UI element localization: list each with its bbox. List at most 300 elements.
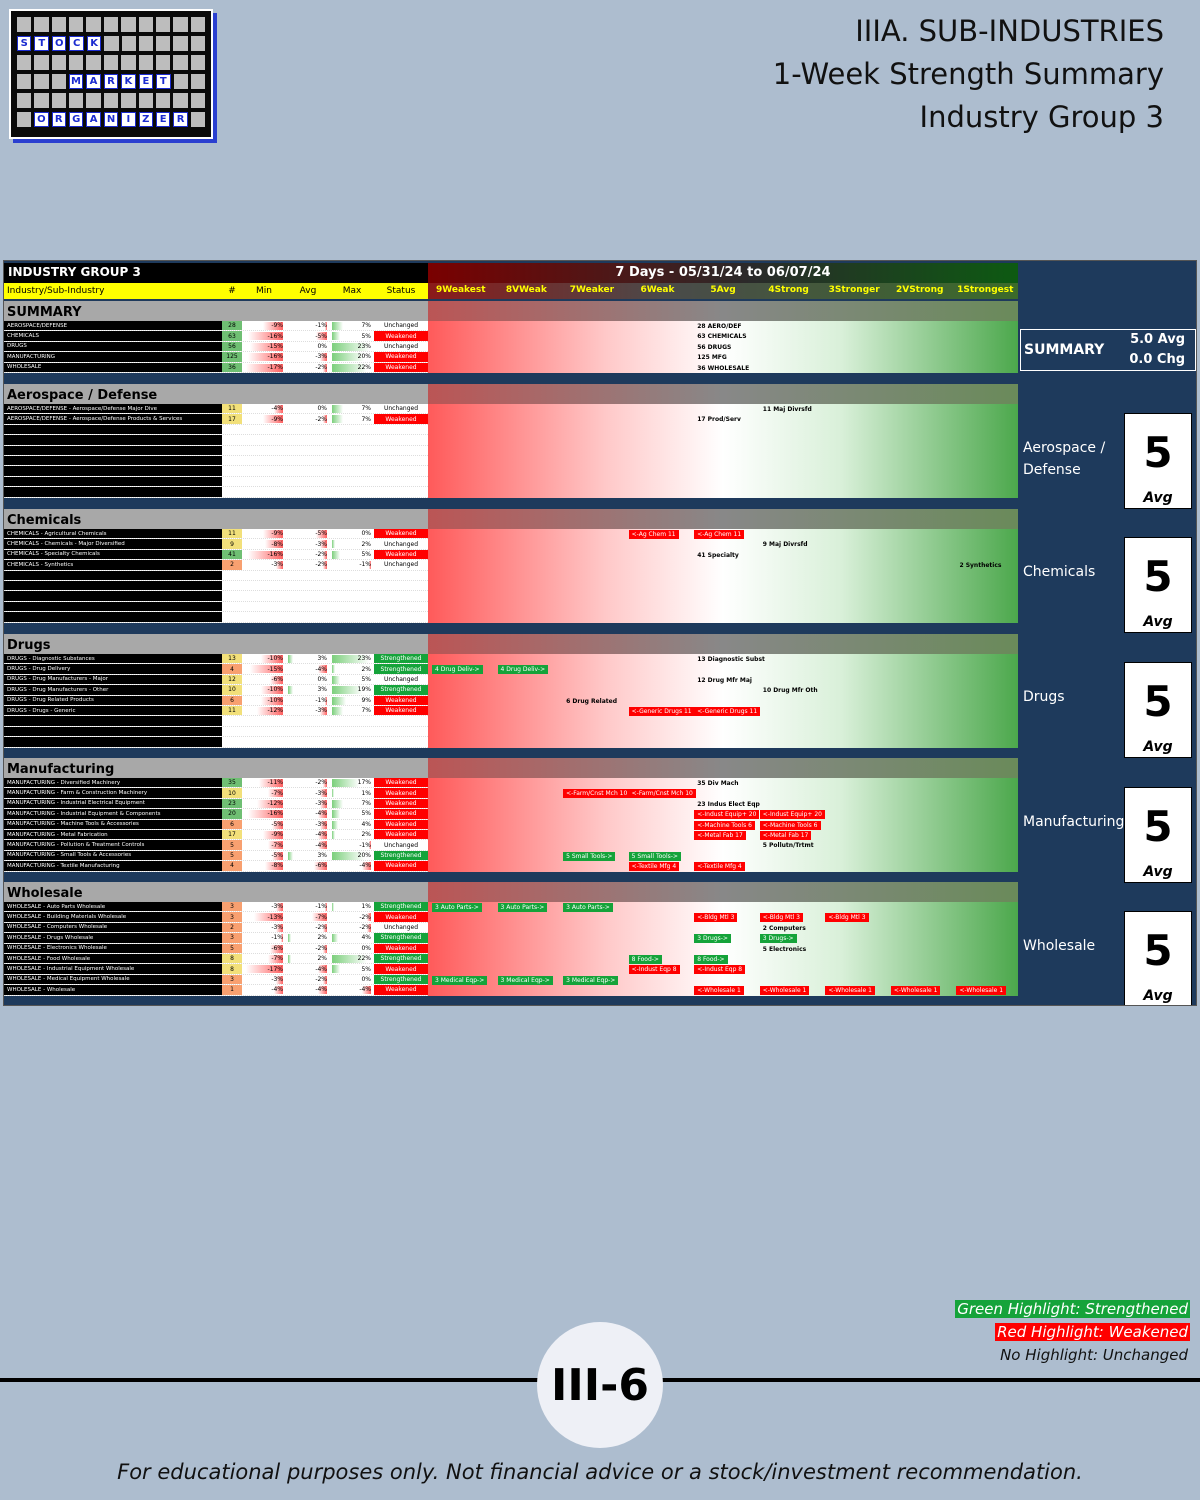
- side-group-label: Wholesale: [1023, 938, 1096, 954]
- side-group: [1018, 662, 1197, 762]
- row-status: Weakened: [374, 820, 428, 829]
- row-name: DRUGS: [4, 342, 222, 351]
- side-group-label: Aerospace / Defense: [1023, 440, 1106, 478]
- logo-cell: Z: [139, 112, 153, 127]
- logo-cell: [104, 93, 118, 108]
- logo-cell: [69, 55, 83, 70]
- row-max-value: 9%: [361, 696, 371, 704]
- disclaimer: For educational purposes only. Not financial advice or a stock/investment recommendation.: [117, 1460, 1083, 1484]
- row-avg: [286, 902, 330, 911]
- row-count: [222, 571, 242, 580]
- row-max-value: 5%: [361, 332, 371, 340]
- row-name: WHOLESALE - Wholesale: [4, 985, 222, 994]
- row-min: [242, 414, 286, 423]
- logo-row: [17, 55, 205, 70]
- row-status: Weakened: [374, 414, 428, 423]
- row-avg: [286, 477, 330, 486]
- value-bar: [288, 655, 293, 663]
- row-avg-value: -2%: [315, 944, 327, 952]
- row-avg: [286, 799, 330, 808]
- row-min-value: -11%: [267, 779, 283, 787]
- row-count: 3: [222, 975, 242, 984]
- row-status: Weakened: [374, 529, 428, 538]
- row-max-value: 7%: [361, 799, 371, 807]
- row-name: DRUGS - Drug Related Products: [4, 696, 222, 705]
- row-name: MANUFACTURING - Farm & Construction Machinery: [4, 788, 222, 797]
- strength-chip: <-Textile Mfg 4: [694, 862, 745, 871]
- title-line-3: Industry Group 3: [919, 100, 1164, 134]
- row-avg: [286, 985, 330, 994]
- row-count: [222, 602, 242, 611]
- row-max-value: 4%: [361, 820, 371, 828]
- table-row: [4, 685, 428, 695]
- row-min-value: -8%: [271, 540, 283, 548]
- strength-chip: 28 AERO/DEF: [697, 323, 742, 330]
- row-avg: [286, 912, 330, 921]
- strength-header: 8VWeak: [505, 285, 547, 295]
- table-row: [4, 466, 428, 476]
- row-name: WHOLESALE - Food Wholesale: [4, 954, 222, 963]
- row-avg-value: -7%: [315, 913, 327, 921]
- table-row: [4, 612, 428, 622]
- row-max: [330, 912, 374, 921]
- logo-cell: [69, 17, 83, 32]
- row-min-value: -9%: [271, 831, 283, 839]
- row-name: MANUFACTURING - Textile Manufacturing: [4, 861, 222, 870]
- section: [4, 301, 1018, 373]
- row-min: [242, 581, 286, 590]
- row-max: [330, 944, 374, 953]
- row-status: Weakened: [374, 964, 428, 973]
- strength-chip: 63 CHEMICALS: [697, 333, 747, 341]
- logo-cell: [34, 74, 48, 89]
- logo-cell: [191, 55, 205, 70]
- row-avg: [286, 466, 330, 475]
- row-avg-value: -2%: [315, 923, 327, 931]
- row-avg-value: 0%: [317, 342, 327, 350]
- strength-chip: <-Wholesale 1: [825, 986, 875, 995]
- row-min-value: -7%: [271, 841, 283, 849]
- row-count: 8: [222, 964, 242, 973]
- logo-cell: [191, 74, 205, 89]
- logo-cell: [121, 17, 135, 32]
- strength-chip: <-Indust Eqp 8: [629, 965, 680, 974]
- row-avg: [286, 581, 330, 590]
- logo-cell: [52, 93, 66, 108]
- strength-header: 1Strongest: [957, 285, 1014, 295]
- strength-chip: 3 Drugs->: [694, 934, 731, 943]
- row-count: [222, 435, 242, 444]
- row-max: [330, 602, 374, 611]
- logo-cell: [104, 36, 118, 51]
- row-max-value: -1%: [359, 561, 371, 569]
- row-avg-value: -3%: [315, 540, 327, 548]
- row-max-value: 5%: [361, 965, 371, 973]
- side-group: [1018, 787, 1197, 887]
- table-row: [4, 342, 428, 352]
- row-min-value: -17%: [267, 965, 283, 973]
- row-max-value: 1%: [361, 789, 371, 797]
- row-min: [242, 809, 286, 818]
- row-min-value: -4%: [271, 986, 283, 994]
- table-row: [4, 477, 428, 487]
- row-max: [330, 716, 374, 725]
- sheet-header: [4, 263, 1018, 283]
- logo-cell: T: [156, 74, 170, 89]
- side-group-value: 5: [1143, 552, 1173, 601]
- row-avg: [286, 788, 330, 797]
- table-row: [4, 923, 428, 933]
- row-max: [330, 414, 374, 423]
- row-count: [222, 466, 242, 475]
- table-row: [4, 861, 428, 871]
- row-avg-value: -3%: [315, 820, 327, 828]
- logo-cell: [173, 17, 187, 32]
- row-min: [242, 477, 286, 486]
- row-min: [242, 902, 286, 911]
- group-title: INDUSTRY GROUP 3: [4, 263, 428, 283]
- row-count: 11: [222, 529, 242, 538]
- side-group-label: Chemicals: [1023, 564, 1096, 580]
- strength-chip: 3 Auto Parts->: [498, 903, 548, 912]
- logo-cell: G: [69, 112, 83, 127]
- row-count: 17: [222, 414, 242, 423]
- row-min-value: -3%: [271, 975, 283, 983]
- logo-cell: M: [69, 74, 83, 89]
- section: [4, 634, 1018, 748]
- row-max: [330, 571, 374, 580]
- strength-chip: <-Indust Equip+ 20: [760, 810, 825, 819]
- logo-cell: [86, 93, 100, 108]
- value-bar: [332, 810, 340, 818]
- side-group: [1018, 537, 1197, 637]
- row-max-value: 20%: [357, 851, 371, 859]
- section-chart-band: [428, 758, 1018, 778]
- legend: [955, 1298, 1190, 1367]
- table-row: [4, 933, 428, 943]
- table-row: [4, 414, 428, 424]
- row-count: [222, 446, 242, 455]
- section-chart-band: [428, 384, 1018, 404]
- row-name: CHEMICALS - Synthetics: [4, 560, 222, 569]
- row-min: [242, 331, 286, 340]
- row-min: [242, 560, 286, 569]
- logo-cell: [86, 17, 100, 32]
- strength-chip: 12 Drug Mfr Maj: [697, 676, 752, 684]
- row-avg: [286, 352, 330, 361]
- section-chart-band: [428, 882, 1018, 902]
- row-max-value: -1%: [359, 841, 371, 849]
- row-avg: [286, 944, 330, 953]
- row-min: [242, 954, 286, 963]
- row-min: [242, 321, 286, 330]
- strength-header: 6Weak: [640, 285, 675, 295]
- row-min: [242, 435, 286, 444]
- row-avg: [286, 487, 330, 496]
- row-max-value: 2%: [361, 831, 371, 839]
- row-avg: [286, 851, 330, 860]
- row-count: [222, 425, 242, 434]
- row-status: Strengthened: [374, 664, 428, 673]
- row-max: [330, 446, 374, 455]
- table-row: [4, 550, 428, 560]
- row-count: 5: [222, 851, 242, 860]
- logo-row: [17, 112, 205, 127]
- row-status: Weakened: [374, 706, 428, 715]
- row-max: [330, 985, 374, 994]
- strength-chip: 5 Small Tools->: [629, 852, 681, 861]
- row-status: [374, 716, 428, 725]
- row-avg: [286, 964, 330, 973]
- row-avg-value: -6%: [315, 862, 327, 870]
- row-max: [330, 331, 374, 340]
- side-group-sub: Avg: [1143, 739, 1173, 755]
- row-name: WHOLESALE - Computers Wholesale: [4, 923, 222, 932]
- strength-chip: 3 Auto Parts->: [432, 903, 482, 912]
- row-count: 3: [222, 902, 242, 911]
- row-min: [242, 487, 286, 496]
- row-name: MANUFACTURING - Industrial Electrical Equipment: [4, 799, 222, 808]
- col-header-max: Max: [342, 286, 362, 296]
- row-max: [330, 591, 374, 600]
- section-title: Drugs: [7, 638, 51, 653]
- strength-chip: <-Wholesale 1: [694, 986, 744, 995]
- row-name: AEROSPACE/DEFENSE - Aerospace/Defense Major Dive: [4, 404, 222, 413]
- row-max: [330, 902, 374, 911]
- row-status: [374, 477, 428, 486]
- side-group-box: [1124, 537, 1192, 633]
- section: [4, 384, 1018, 498]
- row-min-value: -5%: [271, 820, 283, 828]
- row-status: Unchanged: [374, 560, 428, 569]
- row-max-value: 0%: [361, 944, 371, 952]
- strength-chip: 3 Auto Parts->: [563, 903, 613, 912]
- row-name: CHEMICALS - Specialty Chemicals: [4, 550, 222, 559]
- row-min-value: -15%: [267, 665, 283, 673]
- row-max: [330, 685, 374, 694]
- row-max-value: 23%: [357, 655, 371, 663]
- row-count: 28: [222, 321, 242, 330]
- row-max: [330, 964, 374, 973]
- side-group-sub: Avg: [1143, 988, 1173, 1004]
- row-avg-value: -4%: [315, 965, 327, 973]
- row-name: MANUFACTURING - Metal Fabrication: [4, 830, 222, 839]
- table-row: [4, 581, 428, 591]
- row-max-value: 5%: [361, 550, 371, 558]
- row-name: [4, 571, 222, 580]
- row-max: [330, 933, 374, 942]
- row-name: [4, 435, 222, 444]
- row-status: [374, 456, 428, 465]
- row-count: [222, 612, 242, 621]
- value-bar: [332, 934, 338, 942]
- logo-cell: O: [52, 36, 66, 51]
- row-count: [222, 716, 242, 725]
- strength-chip: 36 WHOLESALE: [697, 364, 750, 372]
- row-avg-value: 0%: [317, 675, 327, 683]
- row-min-value: -3%: [271, 561, 283, 569]
- table-row: [4, 435, 428, 445]
- table-row: [4, 331, 428, 341]
- value-bar: [332, 965, 340, 973]
- col-header-name: Industry/Sub-Industry: [7, 286, 105, 296]
- table-row: [4, 425, 428, 435]
- row-status: Weakened: [374, 331, 428, 340]
- row-min-value: -8%: [271, 862, 283, 870]
- row-status: Weakened: [374, 696, 428, 705]
- row-avg-value: -4%: [315, 831, 327, 839]
- row-name: [4, 477, 222, 486]
- row-status: Weakened: [374, 352, 428, 361]
- row-min: [242, 975, 286, 984]
- logo-cell: [156, 55, 170, 70]
- row-status: [374, 435, 428, 444]
- table-row: [4, 840, 428, 850]
- row-min: [242, 944, 286, 953]
- col-header-status: Status: [386, 286, 416, 296]
- row-avg: [286, 933, 330, 942]
- row-avg-value: -1%: [315, 322, 327, 330]
- row-max-value: -2%: [359, 923, 371, 931]
- row-max: [330, 321, 374, 330]
- row-count: [222, 737, 242, 746]
- logo-cell: T: [34, 36, 48, 51]
- strength-chip: 13 Diagnostic Subst: [697, 656, 765, 663]
- row-name: [4, 727, 222, 736]
- logo-cell: [34, 93, 48, 108]
- row-max: [330, 352, 374, 361]
- logo-cell: [52, 74, 66, 89]
- row-max: [330, 727, 374, 736]
- row-avg: [286, 975, 330, 984]
- strength-chip: 3 Medical Eqp->: [563, 976, 618, 985]
- row-min: [242, 342, 286, 351]
- row-count: 125: [222, 352, 242, 361]
- row-max: [330, 581, 374, 590]
- table-row: [4, 975, 428, 985]
- row-min: [242, 912, 286, 921]
- legend-none: No Highlight: Unchanged: [1000, 1346, 1188, 1364]
- table-row: [4, 404, 428, 414]
- row-avg: [286, 654, 330, 663]
- row-status: [374, 487, 428, 496]
- table-row: [4, 985, 428, 995]
- logo-cell: [139, 55, 153, 70]
- section-chart-band: [428, 509, 1018, 529]
- row-count: 35: [222, 778, 242, 787]
- row-count: [222, 581, 242, 590]
- row-count: 6: [222, 696, 242, 705]
- row-max: [330, 675, 374, 684]
- row-min: [242, 654, 286, 663]
- logo-cell: [121, 93, 135, 108]
- row-max: [330, 861, 374, 870]
- row-avg-value: -4%: [315, 841, 327, 849]
- row-count: 17: [222, 830, 242, 839]
- strength-header: 3Stronger: [828, 285, 880, 295]
- row-count: 5: [222, 944, 242, 953]
- strength-chip: <-Wholesale 1: [891, 986, 941, 995]
- row-avg: [286, 861, 330, 870]
- row-min: [242, 851, 286, 860]
- table-row: [4, 737, 428, 747]
- row-min-value: -5%: [271, 851, 283, 859]
- value-bar: [332, 405, 343, 413]
- row-name: AEROSPACE/DEFENSE: [4, 321, 222, 330]
- logo-cell: [191, 36, 205, 51]
- strength-chip: <-Machine Tools 6: [694, 821, 755, 830]
- table-row: [4, 654, 428, 664]
- row-name: DRUGS - Diagnostic Substances: [4, 654, 222, 663]
- row-name: MANUFACTURING - Small Tools & Accessories: [4, 851, 222, 860]
- row-min: [242, 352, 286, 361]
- row-max-value: -2%: [359, 913, 371, 921]
- row-avg: [286, 664, 330, 673]
- col-header-count: #: [228, 286, 236, 296]
- row-name: MANUFACTURING - Diversified Machinery: [4, 778, 222, 787]
- row-max-value: 20%: [357, 353, 371, 361]
- row-status: Weakened: [374, 363, 428, 372]
- col-header-min: Min: [256, 286, 272, 296]
- row-count: 11: [222, 404, 242, 413]
- section-chart-band: [428, 634, 1018, 654]
- strength-header: 2VStrong: [895, 285, 944, 295]
- row-avg: [286, 560, 330, 569]
- row-max-value: 7%: [361, 415, 371, 423]
- strength-chip: 10 Drug Mfr Oth: [762, 687, 818, 695]
- strength-chip: 5 Small Tools->: [563, 852, 615, 861]
- row-min-value: -9%: [271, 530, 283, 538]
- row-max: [330, 788, 374, 797]
- strength-chip: 5 Electronics: [762, 945, 807, 953]
- table-row: [4, 820, 428, 830]
- row-avg: [286, 923, 330, 932]
- side-group-box: [1124, 911, 1192, 1006]
- row-avg-value: -4%: [315, 986, 327, 994]
- legend-red: Red Highlight: Weakened: [997, 1323, 1188, 1341]
- logo-cell: I: [121, 112, 135, 127]
- row-min-value: -10%: [267, 655, 283, 663]
- row-avg-value: 3%: [317, 655, 327, 663]
- row-max-value: 0%: [361, 530, 371, 538]
- row-status: Weakened: [374, 985, 428, 994]
- strength-chip: 23 Indus Elect Eqp: [697, 800, 760, 808]
- row-count: 20: [222, 809, 242, 818]
- row-count: 11: [222, 706, 242, 715]
- table-row: [4, 799, 428, 809]
- logo-cell: [156, 17, 170, 32]
- row-status: Strengthened: [374, 685, 428, 694]
- row-count: 13: [222, 654, 242, 663]
- logo-cell: [191, 93, 205, 108]
- row-name: [4, 591, 222, 600]
- row-name: MANUFACTURING - Pollution & Treatment Controls: [4, 840, 222, 849]
- page-number: III-6: [537, 1322, 663, 1448]
- row-max-value: 2%: [361, 665, 371, 673]
- strength-chip: 17 Prod/Serv: [697, 416, 741, 424]
- row-min-value: -1%: [271, 934, 283, 942]
- strength-chip: 11 Maj Divrsfd: [762, 406, 812, 413]
- strength-chip: <-Wholesale 1: [956, 986, 1006, 995]
- row-avg: [286, 737, 330, 746]
- side-summary: [1020, 329, 1196, 371]
- table-row: [4, 487, 428, 497]
- row-min: [242, 933, 286, 942]
- row-max: [330, 809, 374, 818]
- table-row: [4, 809, 428, 819]
- logo-cell: [52, 55, 66, 70]
- logo-cell: C: [69, 36, 83, 51]
